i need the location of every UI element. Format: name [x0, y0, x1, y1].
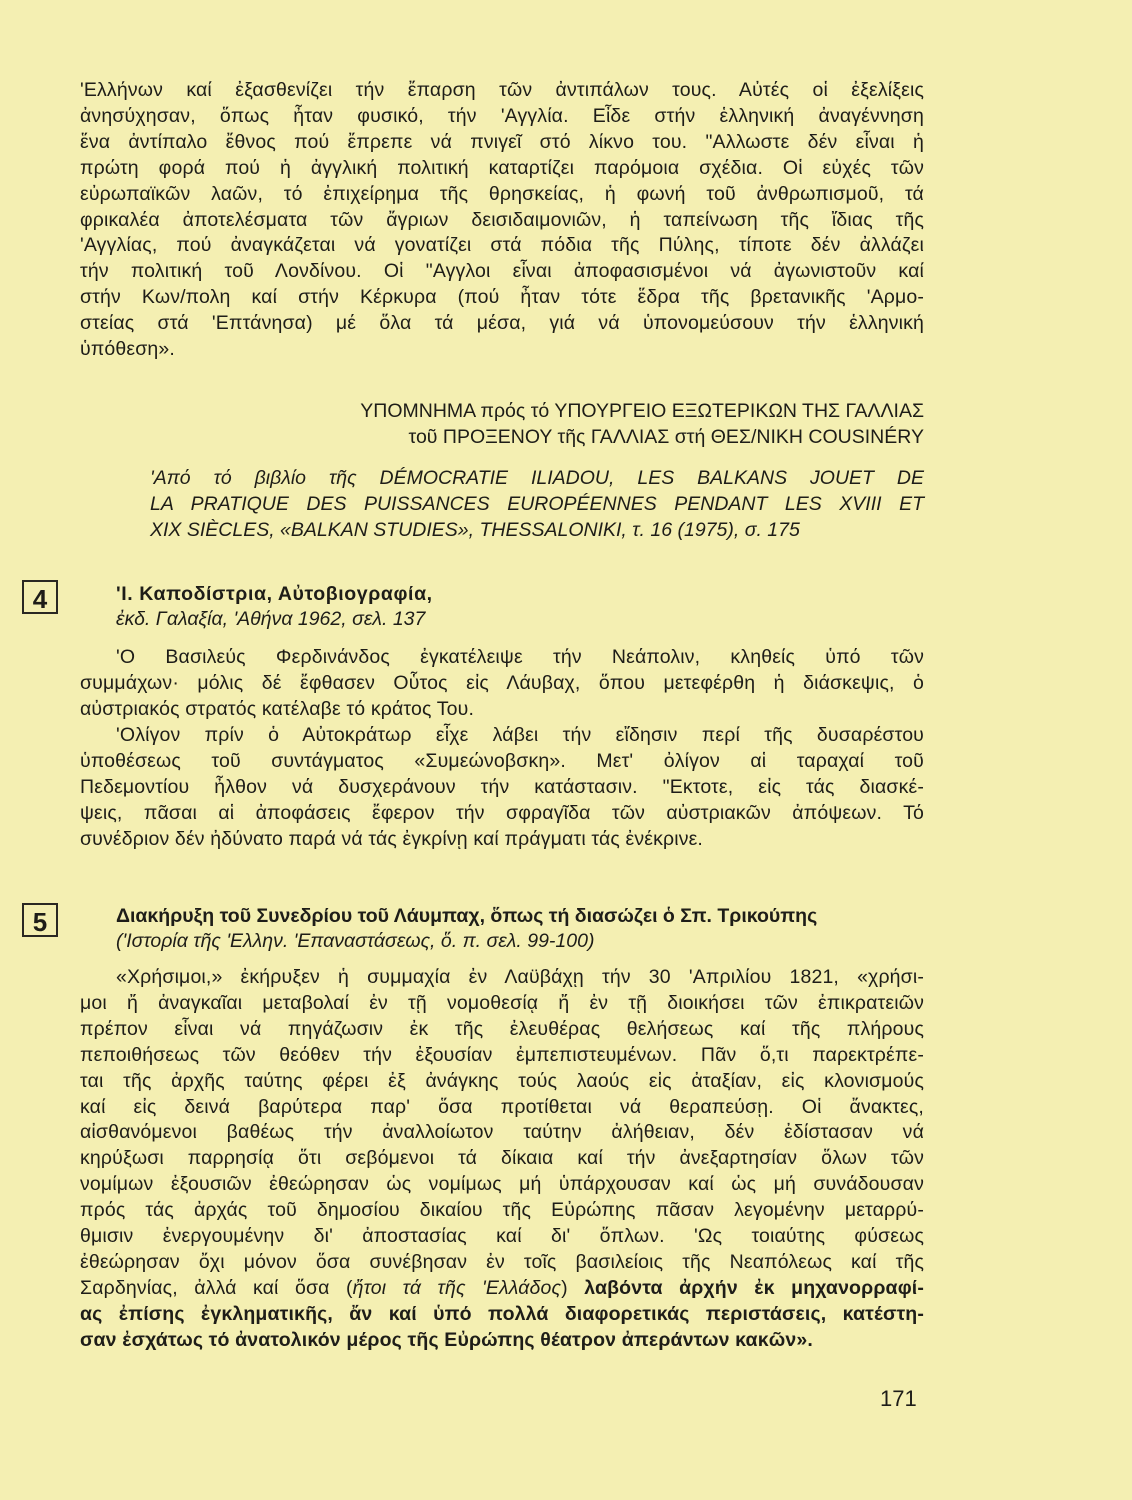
text-line: «Χρήσιμοι,» ἐκήρυξεν ἡ συμμαχία ἐν Λαϋβάχῃ τήν 30 'Απριλίου 1821, «χρήσι-	[116, 966, 924, 988]
text-line: φρικαλέα ἀποτελέσματα τῶν ἄγριων δεισιδαιμονιῶν, ἡ ταπείνωση τῆς ἴδιας τῆς	[80, 208, 924, 231]
section-4-paragraph-1	[80, 645, 924, 723]
text-line: αὐστριακός στρατός κατέλαβε τό κράτος Του.	[80, 697, 475, 720]
source-citation	[150, 465, 924, 543]
text-line: ας ἐπίσης ἐγκληματικῆς, ἄν καί ὑπό πολλά διαφορετικάς περιστάσεις, κατέστη-	[80, 1302, 924, 1325]
source-line: XIX SIÈCLES, «BALKAN STUDIES», THESSALONIKI, τ. 16 (1975), σ. 175	[150, 519, 800, 541]
text-line: 'Ολίγον πρίν ὁ Αὐτοκράτωρ εἶχε λάβει τήν εἴδησιν περί τῆς δυσαρέστου	[116, 724, 924, 746]
text-line: πρός τάς ἀρχάς τοῦ δημοσίου δικαίου τῆς Εὐρώπης πᾶσαν λεγομένην μεταρρύ-	[80, 1199, 924, 1222]
section-reference: ἐκδ. Γαλαξία, 'Αθήνα 1962, σελ. 137	[116, 608, 426, 630]
text-line: ἐθεώρησαν ὄχι μόνον ὅσα συνέβησαν ἐν τοῖς βασιλείοις τῆς Νεαπόλεως καί τῆς	[80, 1250, 924, 1273]
section-5-paragraph	[80, 965, 924, 1354]
text-line: συμμάχων· μόλις δέ ἔφθασεν Οὗτος εἰς Λάυβαχ, ὅπου μετεφέρθη ἡ διάσκεψις, ὁ	[80, 671, 924, 694]
section-5-heading	[116, 904, 924, 954]
text-line: ὑπόθεση».	[80, 338, 175, 361]
intro-paragraph	[80, 78, 924, 363]
text-line: ται τῆς ἀρχῆς ταύτης φέρει ἐξ ἀνάγκης τούς λαούς εἰς ἀταξίαν, εἰς κλονισμούς	[80, 1069, 924, 1092]
source-line: LA PRATIQUE DES PUISSANCES EUROPÉENNES PENDANT LES XVIII ET	[150, 493, 924, 515]
section-title: Διακήρυξη τοῦ Συνεδρίου τοῦ Λάυμπαχ, ὅπως τή διασώζει ὁ Σπ. Τρικούπης	[116, 905, 818, 927]
text-line: 'Ελλήνων καί ἐξασθενίζει τήν ἔπαρση τῶν ἀντιπάλων τους. Αὐτές οἱ ἐξελίξεις	[80, 79, 924, 101]
text-line: μοι ἤ ἀναγκαῖαι μεταβολαί ἐν τῇ νομοθεσίᾳ ἤ ἐν τῇ διοικήσει τῶν ἐπικρατειῶν	[80, 991, 924, 1014]
text-line	[80, 1276, 924, 1302]
text-line: Πεδεμοντίου ἦλθον νά δυσχεράνουν τήν κατάστασιν. "Εκτοτε, εἰς τάς διασκέ-	[80, 775, 924, 798]
source-line: 'Από τό βιβλίο τῆς DÉMOCRATIE ILIADOU, LES BALKANS JOUET DE	[150, 467, 924, 489]
text-run: Σαρδηνίας, ἀλλά καί ὅσα (	[80, 1276, 353, 1299]
section-4-paragraph-2	[80, 723, 924, 853]
memo-attribution	[360, 398, 924, 450]
text-line: αἰσθανόμενοι βαθέως τήν ἀναλλοίωτον ταύτην ἀλήθειαν, δέν ἐδίστασαν νά	[80, 1121, 924, 1144]
text-line: 'Αγγλίας, πού ἀναγκάζεται νά γονατίζει στά πόδια τῆς Πύλης, τίποτε δέν ἀλλάζει	[80, 234, 924, 257]
text-line: ὑποθέσεως τοῦ συντάγματος «Συμεώνοβσκη». Μετ' ὀλίγον αἱ ταραχαί τοῦ	[80, 749, 924, 772]
text-line: πρώτη φορά πού ἡ ἀγγλική πολιτική καταρτίζει παρόμοια σχέδια. Οἱ εὐχές τῶν	[80, 156, 924, 179]
bold-run: λαβόντα ἀρχήν ἐκ μηχανορραφί-	[584, 1276, 924, 1299]
italic-run: ἤτοι τά τῆς 'Ελλάδος	[352, 1276, 562, 1299]
text-line: ψεις, πᾶσαι αἱ ἀποφάσεις ἔφερον τήν σφραγῖδα τῶν αὐστριακῶν ἀπόψεων. Τό	[80, 801, 924, 824]
text-line: νομίμων ἐξουσιῶν ἐθεώρησαν ὡς νομίμως μή ὑπάρχουσαν καί ὡς μή συνάδουσαν	[80, 1173, 924, 1196]
text-run: )	[561, 1276, 585, 1299]
text-line: θμισιν ἐνεργουμένην δι' ἀποστασίας καί δι' ὅπλων. 'Ως τοιαύτης φύσεως	[80, 1225, 924, 1248]
memo-line: τοῦ ΠΡΟΞΕΝΟΥ τῆς ΓΑΛΛΙΑΣ στή ΘΕΣ/ΝΙΚΗ COUSINÉRY	[408, 426, 924, 448]
text-line: τήν πολιτική τοῦ Λονδίνου. Οἱ "Αγγλοι εἶναι ἀποφασισμένοι νά ἀγωνιστοῦν καί	[80, 260, 924, 283]
text-line: εὐρωπαϊκῶν λαῶν, τό ἐπιχείρημα τῆς θρησκείας, ἡ φωνή τοῦ ἀνθρωπισμοῦ, τά	[80, 182, 924, 205]
page-number: 171	[880, 1386, 917, 1411]
text-line: 'Ο Βασιλεύς Φερδινάνδος ἐγκατέλειψε τήν Νεάπολιν, κληθείς ὑπό τῶν	[116, 646, 924, 668]
text-line: σαν ἐσχάτως τό ἀνατολικόν μέρος τῆς Εὐρώπης θέατρον ἀπεράντων κακῶν».	[80, 1328, 813, 1351]
text-line: καί εἰς δεινά βαρύτερα παρ' ὅσα προτίθεται νά θεραπεύσῃ. Οἱ ἄνακτες,	[80, 1095, 924, 1118]
text-line: στείας στά 'Επτάνησα) μέ ὅλα τά μέσα, γιά νά ὑπονομεύσουν τήν ἑλληνική	[80, 312, 924, 335]
memo-line: ΥΠΟΜΝΗΜΑ πρός τό ΥΠΟΥΡΓΕΙΟ ΕΞΩΤΕΡΙΚΩΝ ΤΗΣ ΓΑΛΛΙΑΣ	[360, 400, 924, 422]
text-line: πεποιθήσεως τῶν θεόθεν τήν ἐξουσίαν ἐμπεπιστευμένων. Πᾶν ὅ,τι παρεκτρέπε-	[80, 1043, 924, 1066]
text-line: στήν Κων/πολη καί στήν Κέρκυρα (πού ἦταν τότε ἕδρα τῆς βρετανικῆς 'Αρμο-	[80, 286, 924, 309]
section-title: 'Ι. Καποδίστρια, Αὐτοβιογραφία,	[116, 583, 433, 605]
section-number-box: 5	[22, 903, 58, 937]
text-line: ἕνα ἀντίπαλο ἔθνος πού ἔπρεπε νά πνιγεῖ στό λίκνο του. "Αλλωστε δέν εἶναι ἡ	[80, 130, 924, 153]
section-reference: ('Ιστορία τῆς 'Ελλην. 'Επαναστάσεως, ὅ. π. σελ. 99-100)	[116, 930, 595, 952]
text-line: κηρύξωσι παρρησίᾳ ὅτι σεβόμενοι τά δίκαια καί τήν ἀνεξαρτησίαν ὅλων τῶν	[80, 1147, 924, 1170]
text-line: πρέπον εἶναι νά πηγάζωσιν ἐκ τῆς ἐλευθέρας θελήσεως καί τῆς πλήρους	[80, 1017, 924, 1040]
text-line: ἀνησύχησαν, ὅπως ἦταν φυσικό, τήν 'Αγγλία. Εἶδε στήν ἑλληνική ἀναγέννηση	[80, 104, 924, 127]
section-4-heading	[116, 582, 924, 632]
section-number-box: 4	[22, 580, 58, 614]
text-line: συνέδριον δέν ἠδύνατο παρά νά τάς ἐγκρίνῃ καί πράγματι τάς ἐνέκρινε.	[80, 827, 704, 850]
